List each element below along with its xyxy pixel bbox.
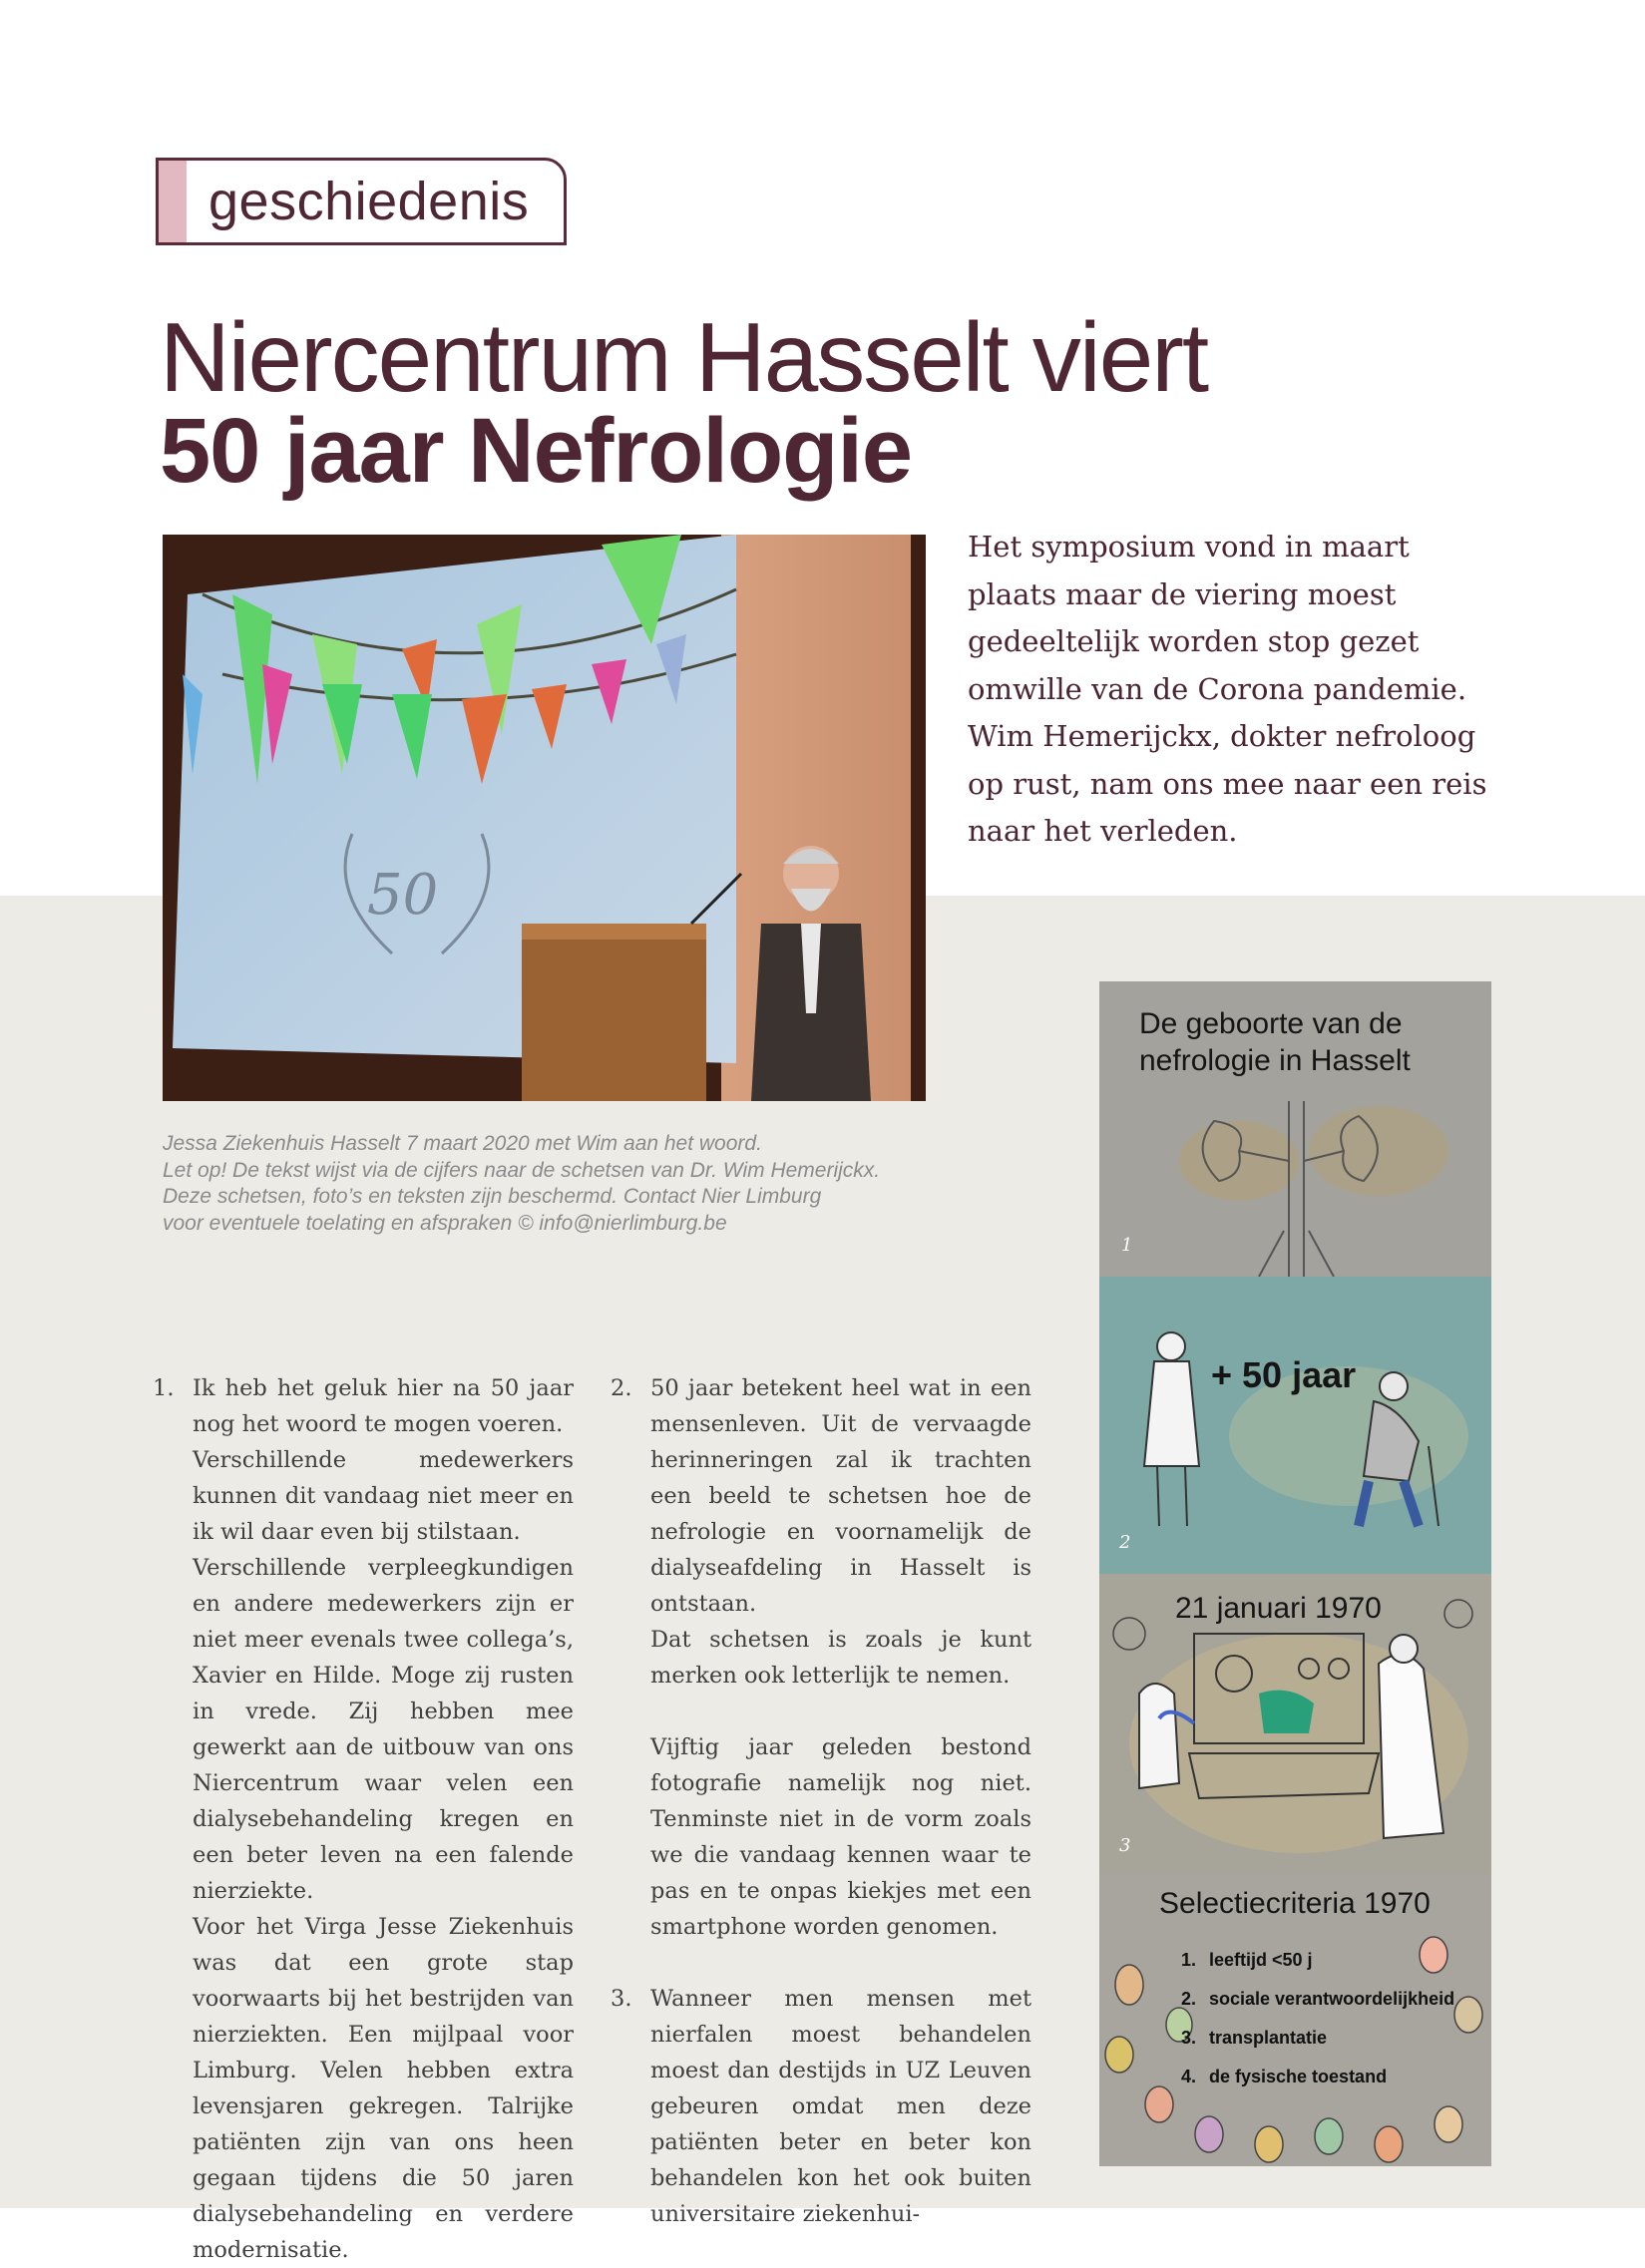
caption-line: Deze schetsen, foto’s en teksten zijn beschermd. Contact Nier Limburg	[163, 1185, 822, 1208]
sketch-panel-3-number: 3	[1119, 1835, 1131, 1856]
text-column-left	[153, 1370, 574, 2268]
caption-line: Jessa Ziekenhuis Hasselt 7 maart 2020 met Wim aan het woord.	[163, 1132, 762, 1155]
criteria-text: sociale verantwoordelijkheid	[1209, 1989, 1455, 2009]
text-column-right	[611, 1370, 1031, 2232]
sketch-panel-3	[1099, 1574, 1491, 1875]
section-tag	[156, 158, 567, 245]
sketch-panel-1-title-line: De geboorte van de	[1139, 1007, 1403, 1040]
section-tag-label: geschiedenis	[208, 172, 530, 231]
criteria-text: de fysische toestand	[1209, 2067, 1388, 2086]
sketch-panel-1-number: 1	[1121, 1235, 1133, 1256]
sketch-panel-4	[1099, 1875, 1491, 2166]
item-paragraph: Verschillende verpleegkundigen en andere medewerkers zijn er niet meer evenals twee collega’s, Xavier en Hilde. Moge zij rusten in vrede. Zij hebben mee gewerkt aan de uitbouw van ons Niercentrum waar velen een dialysebehandeling kregen en een beter leven na een falende nierziekte.	[193, 1555, 574, 1904]
sketch-panel-1	[1099, 981, 1491, 1277]
symposium-photo	[163, 535, 926, 1101]
item-number: 3.	[611, 1986, 632, 2012]
item-paragraph: Ik heb het geluk hier na 50 jaar nog het woord te mogen voeren.	[193, 1375, 574, 1437]
criteria-item	[1181, 1941, 1454, 1980]
item-paragraph: Voor het Virga Jesse Ziekenhuis was dat een grote stap voorwaarts bij het bestrijden van nierziekten. Een mijlpaal voor Limburg. Velen hebben extra levensjaren gekregen. Talrijke patiënten zijn van ons heen gegaan tijdens die 50 jaren dialysebehandeling en verdere modernisatie.	[193, 1914, 574, 2263]
sketch-panel-1-title	[1139, 1005, 1411, 1079]
item-paragraph: Vijftig jaar geleden bestond fotografie namelijk nog niet. Tenminste niet in de vorm zoals we die vandaag kennen waar te pas en te onpas kiekjes met een smartphone worden genomen.	[650, 1734, 1031, 1940]
criteria-number: 2.	[1181, 1989, 1197, 2009]
list-item	[611, 1981, 1031, 2232]
sketch-panel-1-title-line: nefrologie in Hasselt	[1139, 1044, 1411, 1077]
criteria-item	[1181, 2019, 1454, 2058]
screen-number-50: 50	[367, 863, 439, 928]
sketch-panel-3-title: 21 januari 1970	[1175, 1592, 1382, 1625]
criteria-item	[1181, 1980, 1454, 2019]
item-paragraph: Wanneer men mensen met nierfalen moest behandelen moest dan destijds in UZ Leuven gebeuren omdat men deze patiënten beter en beter kon behandelen kon het ook buiten universitaire ziekenhui-	[650, 1986, 1031, 2227]
sketch-sidebar	[1099, 981, 1491, 2166]
criteria-number: 4.	[1181, 2067, 1197, 2086]
sketch-panel-4-title: Selectiecriteria 1970	[1159, 1887, 1431, 1920]
sketch-panel-2	[1099, 1277, 1491, 1574]
list-item	[153, 1370, 574, 2268]
criteria-number: 3.	[1181, 2028, 1197, 2048]
selection-criteria-list	[1181, 1941, 1454, 2096]
caption-line: Let op! De tekst wijst via de cijfers naar de schetsen van Dr. Wim Hemerijckx.	[163, 1158, 881, 1182]
item-paragraph: Dat schetsen is zoals je kunt merken ook letterlijk te nemen.	[650, 1627, 1031, 1689]
criteria-text: leeftijd <50 j	[1209, 1950, 1313, 1970]
sketch-panel-2-number: 2	[1119, 1532, 1131, 1553]
item-number: 1.	[153, 1375, 175, 1401]
caption-line: voor eventuele toelating en afspraken © info@nierlimburg.be	[163, 1211, 727, 1235]
article-title-line2: 50 jaar Nefrologie	[160, 400, 913, 502]
article-title-line1: Niercentrum Hasselt viert	[160, 302, 1208, 412]
section-tag-accent	[159, 161, 187, 242]
list-item	[611, 1370, 1031, 1945]
criteria-item	[1181, 2058, 1454, 2096]
criteria-number: 1.	[1181, 1950, 1197, 1970]
sketch-panel-2-title: + 50 jaar	[1211, 1354, 1357, 1395]
item-paragraph: 50 jaar betekent heel wat in een mensenleven. Uit de vervaagde herinneringen zal ik trachten een beeld te schetsen hoe de nefrologie en voornamelijk de dialyseafdeling in Hasselt is ontstaan.	[650, 1375, 1031, 1617]
item-paragraph: Verschillende medewerkers kunnen dit vandaag niet meer en ik wil daar even bij stilstaan.	[193, 1447, 574, 1545]
photo-caption	[163, 1131, 921, 1237]
intro-paragraph: Het symposium vond in maart plaats maar de viering moest gedeeltelijk worden stop gezet omwille van de Corona pandemie. Wim Hemerijckx, dokter nefroloog op rust, nam ons mee naar een reis naar het verleden.	[968, 530, 1487, 848]
item-number: 2.	[611, 1375, 632, 1401]
criteria-text: transplantatie	[1209, 2028, 1328, 2048]
